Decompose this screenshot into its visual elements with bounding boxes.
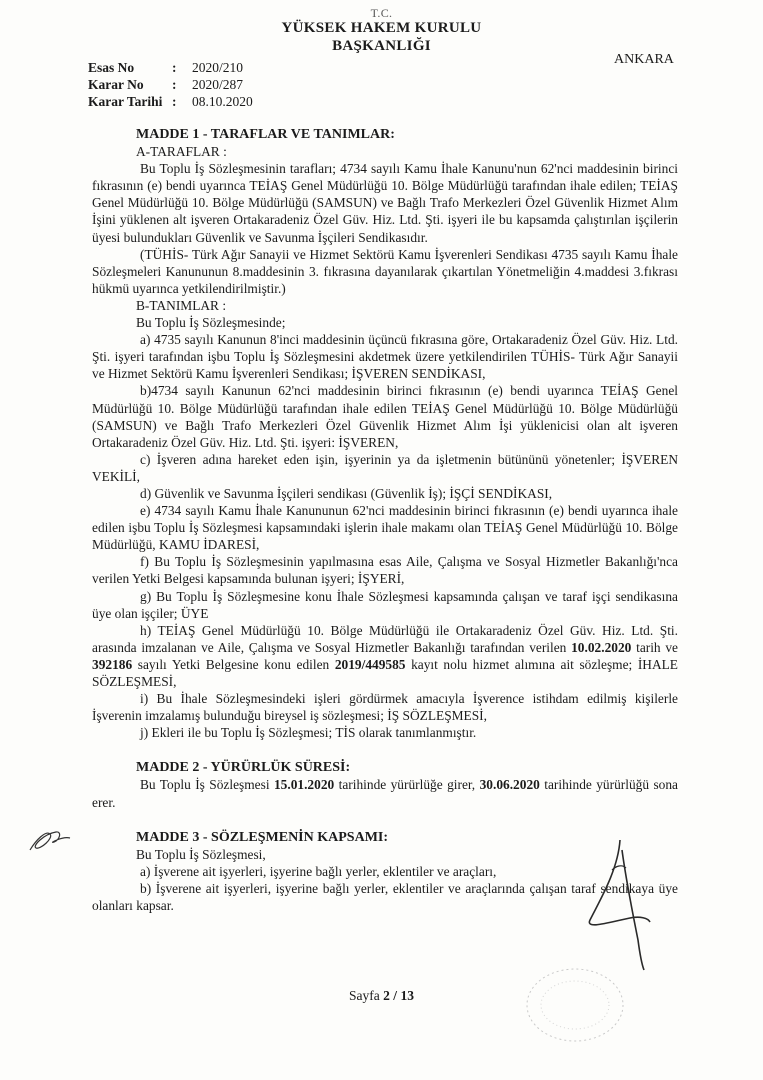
definition-h	[92, 622, 678, 690]
meta-colon: :	[172, 94, 177, 109]
parties-paragraph: Bu Toplu İş Sözleşmesinin tarafları; 4734 sayılı Kamu İhale Kanunu'nun 62'nci maddesinin birinci fıkrasının (e) bendi uyarınca TEİAŞ Genel Müdürlüğü 10. Bölge Müdürlüğü tarafından ihale edilen; TEİAŞ Genel Müdürlüğü 10. Bölge Müdürlüğü (SAMSUN) ve Bağlı Trafo Merkezleri Özel Güvenlik Hizmet Alım İşini yüklenen alt işveren Ortakaradeniz Özel Güv. Hiz. Ltd. Şti. işyeri ile bu kapsamda çalıştırılan işçilerin üyesi bulundukları Güvenlik ve Savunma İşçileri Sendikasıdır.	[92, 161, 678, 245]
definitions-intro: Bu Toplu İş Sözleşmesinde;	[136, 315, 286, 331]
registration-number: 2019/449585	[334, 656, 406, 672]
definition-j: j) Ekleri ile bu Toplu İş Sözleşmesi; TİS olarak tanımlanmıştır.	[140, 725, 477, 741]
validity-text: tarihinde yürürlüğe girer,	[338, 777, 476, 793]
definition-f: f) Bu Toplu İş Sözleşmesinin yapılmasına esas Aile, Çalışma ve Sosyal Hizmetler Bakanlığı'nca verilen Yetki Belgesi kapsamında bulunan işyeri; İŞYERİ,	[92, 554, 678, 587]
scope-intro: Bu Toplu İş Sözleşmesi,	[136, 846, 266, 862]
scope-b: b) İşverene ait işyerleri, işyerine bağlı yerler, eklentiler ve araçlarında çalışan taraf sendikaya üye olanları kapsar.	[92, 880, 678, 914]
definition-h-text: h) TEİAŞ Genel Müdürlüğü 10. Bölge Müdürlüğü ile Ortakaradeniz Özel Güv. Hiz. Ltd. Şti. arasında imzalanan ve Aile, Çalışma ve Sosyal Hizmetler Bakanlığı tarafından verilen	[92, 622, 678, 655]
definition-a: a) 4735 sayılı Kanunun 8'inci maddesinin üçüncü fıkrasına göre, Ortakaradeniz Özel Güv. Hiz. Ltd. Şti. işyeri tarafından işbu Toplu İş Sözleşmesini akdetmek üzere yetkilendirilen TÜHİS- Türk Ağır Sanayii ve Hizmet Sektörü Kamu İşverenleri Sendikası; İŞVEREN SENDİKASI,	[92, 332, 678, 382]
document-body	[92, 126, 678, 914]
faint-stamp	[520, 960, 630, 1050]
total-pages: 13	[400, 988, 414, 1003]
article-3-title: MADDE 3 - SÖZLEŞMENİN KAPSAMI:	[136, 829, 389, 845]
validity-text: tarihinde yürürlüğü sona erer.	[92, 777, 678, 810]
article-2-title: MADDE 2 - YÜRÜRLÜK SÜRESİ:	[136, 760, 351, 776]
page-number	[0, 988, 763, 1004]
authorization-number: 392186	[92, 656, 133, 672]
definition-b: b)4734 sayılı Kanunun 62'nci maddesinin birinci fıkrasının (e) bendi uyarınca TEİAŞ Genel Müdürlüğü 10. Bölge Müdürlüğü tarafından ihale edilen TEİAŞ Genel Müdürlüğü 10. Bölge Müdürlüğü (SAMSUN) ve Bağlı Trafo Merkezleri Özel Güvenlik Hizmet Alım İşi yüklenicisi olan alt işveren Ortakaradeniz Özel Güv. Hiz. Ltd. Şti. işyeri: İŞVEREN,	[92, 383, 678, 450]
definition-c: c) İşveren adına hareket eden işin, işyerinin ya da işletmenin bütününü yönetenler; İŞVEREN VEKİLİ,	[92, 451, 678, 484]
meta-value: 2020/287	[192, 77, 244, 92]
meta-key: Karar Tarihi	[88, 94, 163, 109]
meta-value: 2020/210	[192, 60, 244, 75]
page-label: Sayfa	[349, 988, 380, 1003]
article-1-title: MADDE 1 - TARAFLAR VE TANIMLAR:	[136, 127, 395, 142]
header-office: BAŞKANLIĞI	[332, 38, 431, 54]
header-tc: T.C.	[370, 6, 393, 20]
definition-g: g) Bu Toplu İş Sözleşmesine konu İhale Sözleşmesi kapsamında çalışan ve taraf işçi sendikasına üye olan işçiler; ÜYE	[92, 588, 678, 621]
validity-text: Bu Toplu İş Sözleşmesi	[140, 777, 270, 793]
definition-h-text: tarih ve	[636, 639, 678, 655]
page-separator: /	[393, 988, 398, 1003]
meta-key: Esas No	[88, 60, 135, 75]
current-page: 2	[383, 988, 390, 1003]
definition-h-text: kayıt nolu hizmet alımına ait sözleşme; İHALE SÖZLEŞMESİ,	[92, 656, 678, 689]
authorization-date: 10.02.2020	[571, 639, 632, 655]
end-date: 30.06.2020	[479, 777, 540, 793]
section-a-title: A-TARAFLAR :	[136, 144, 227, 160]
start-date: 15.01.2020	[273, 777, 335, 793]
definition-d: d) Güvenlik ve Savunma İşçileri sendikası (Güvenlik İş); İŞÇİ SENDİKASI,	[140, 485, 553, 501]
definition-e: e) 4734 sayılı Kamu İhale Kanununun 62'nci maddesinin birinci fıkrasının (e) bendi uyarınca ihale edilen işbu Toplu İş Sözleşmesi kapsamındaki işlerin ihale makamı olan TEİAŞ Genel Müdürlüğü 10. Bölge Müdürlüğü, KAMU İDARESİ,	[92, 503, 678, 553]
meta-row-esas	[88, 59, 253, 76]
validity-paragraph	[92, 776, 678, 810]
city-label: ANKARA	[614, 52, 674, 67]
meta-colon: :	[172, 77, 177, 92]
meta-key: Karar No	[88, 77, 144, 92]
scope-a: a) İşverene ait işyerleri, işyerine bağlı yerler, eklentiler ve araçları,	[140, 863, 497, 879]
section-b-title: B-TANIMLAR :	[136, 297, 227, 313]
case-meta	[88, 59, 253, 110]
margin-initials-signature	[26, 820, 76, 860]
meta-row-karar	[88, 76, 253, 93]
meta-value: 08.10.2020	[192, 94, 253, 109]
tuhis-paragraph: (TÜHİS- Türk Ağır Sanayii ve Hizmet Sektörü Kamu İşverenleri Sendikası 4735 sayılı Kamu İhale Sözleşmeleri Kanununun 8.maddesinin 3. fıkrasına dayanılarak çıkartılan Yönetmeliğin 4.maddesi 3.fıkrası hükmü uyarınca yetkilendirilmiştir.)	[92, 246, 678, 296]
meta-row-tarih	[88, 93, 253, 110]
header-institution: YÜKSEK HAKEM KURULU	[281, 20, 482, 36]
meta-colon: :	[172, 60, 177, 75]
definition-i: i) Bu İhale Sözleşmesindeki işleri gördürmek amacıyla İşverence istihdam edilmiş kişilerle İşverenin imzalamış bulunduğu bireysel iş sözleşmesi; İŞ SÖZLEŞMESİ,	[92, 691, 678, 724]
definition-h-text: sayılı Yetki Belgesine konu edilen	[137, 656, 330, 672]
